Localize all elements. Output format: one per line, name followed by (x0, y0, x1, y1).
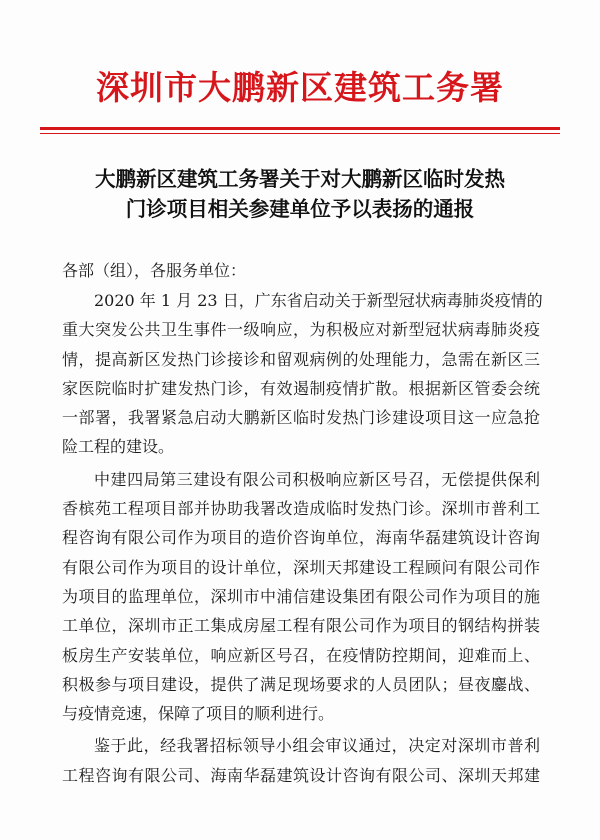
paragraph-line: 中建四局第三建设有限公司积极响应新区号召，无偿提供保利 (94, 469, 540, 489)
paragraph-line: 险工程的建设。 (62, 437, 175, 457)
paragraph-line: 工单位，深圳市正工集成房屋工程有限公司作为项目的钢结构拼装 (62, 616, 540, 636)
paragraph-line: 2020 年 1 月 23 日，广东省启动关于新型冠状病毒肺炎疫情的 (94, 291, 543, 310)
paragraph-line: 工程咨询有限公司、海南华磊建筑设计咨询有限公司、深圳天邦建 (62, 765, 540, 785)
paragraph-line: 板房生产安装单位，响应新区号召，在疫情防控期间，迎难而上、 (62, 645, 540, 665)
paragraph-line: 程咨询有限公司作为项目的造价咨询单位，海南华磊建筑设计咨询 (62, 528, 540, 548)
paragraph-line: 重大突发公共卫生事件一级响应，为积极应对新型冠状病毒肺炎疫 (62, 320, 540, 340)
paragraph-line: 有限公司作为项目的设计单位，深圳天邦建设工程顾问有限公司作 (62, 557, 540, 577)
paragraph-line: 积极参与项目建设，提供了满足现场要求的人员团队；昼夜鏖战、 (62, 674, 540, 694)
paragraph-1 (62, 286, 543, 462)
paragraph-line: 家医院临时扩建发热门诊，有效遏制疫情扩散。根据新区管委会统 (62, 378, 540, 398)
letterhead-org-name: 深圳市大鹏新区建筑工务署 (96, 68, 504, 107)
paragraph-line: 为项目的监理单位，深圳市中浦信建设集团有限公司作为项目的施 (62, 586, 540, 606)
document-title-line-1: 大鹏新区建筑工务署关于对大鹏新区临时发热 (95, 167, 505, 191)
paragraph-3 (62, 731, 540, 790)
paragraph-line: 与疫情竞速，保障了项目的顺利进行。 (62, 704, 335, 724)
salutation: 各部（组），各服务单位： (62, 261, 247, 280)
document-title-line-2: 门诊项目相关参建单位予以表扬的通报 (125, 197, 475, 221)
document-title (40, 164, 560, 224)
letterhead-red-rule-thick (40, 127, 560, 130)
paragraph-line: 情，提高新区发热门诊接诊和留观病例的处理能力，急需在新区三 (62, 349, 540, 369)
document-body (62, 286, 543, 793)
paragraph-line: 香槟苑工程项目部并协助我署改造成临时发热门诊。深圳市普利工 (62, 499, 540, 519)
letterhead-red-rule-thin (40, 133, 560, 134)
paragraph-2 (62, 465, 540, 729)
paragraph-line: 一部署，我署紧急启动大鹏新区临时发热门诊建设项目这一应急抢 (62, 408, 540, 428)
paragraph-line: 鉴于此，经我署招标领导小组会审议通过，决定对深圳市普利 (94, 736, 540, 756)
